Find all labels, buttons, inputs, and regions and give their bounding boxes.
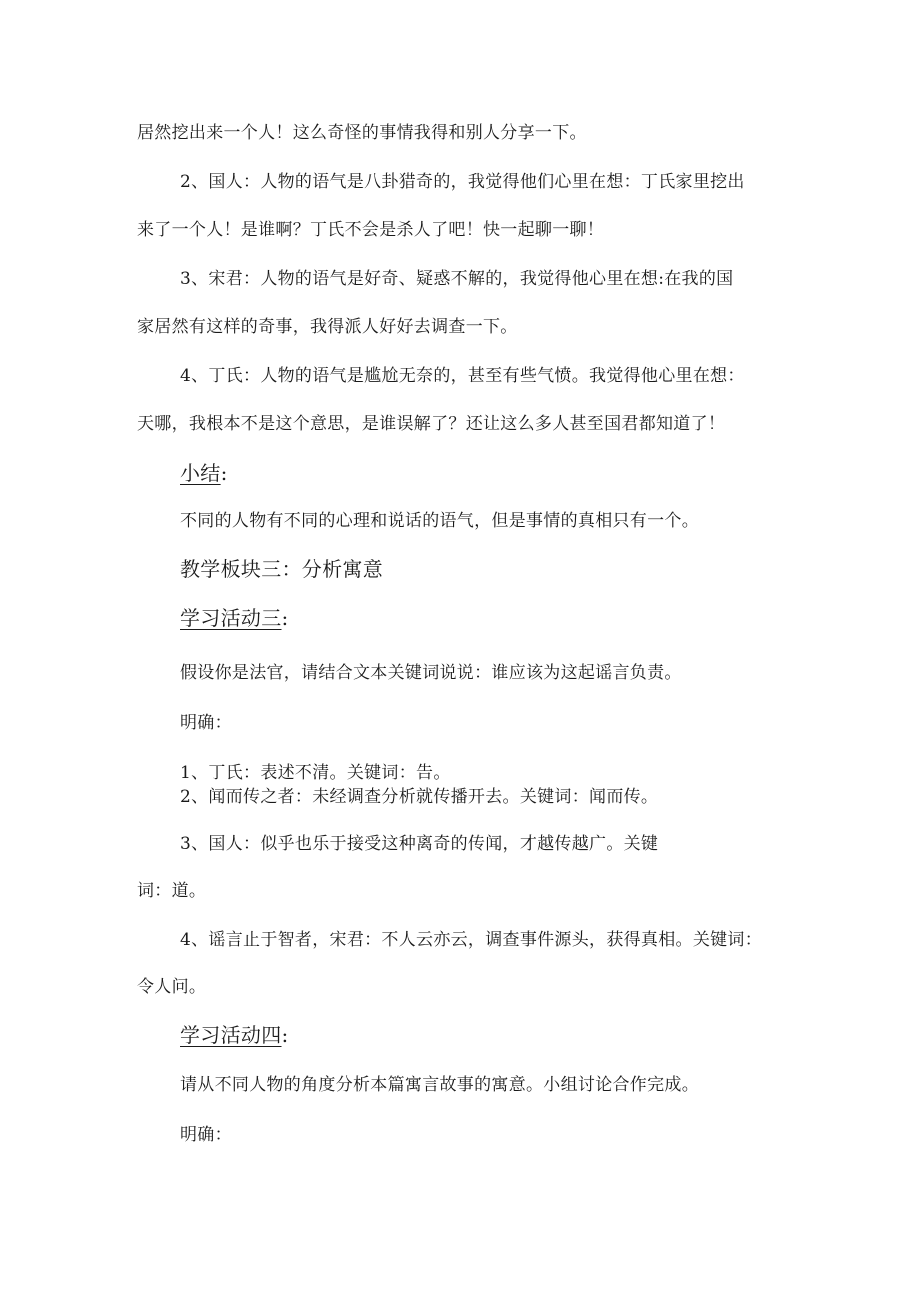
activity-heading xyxy=(180,605,289,631)
paragraph-line: 家居然有这样的奇事，我得派人好好去调查一下。 xyxy=(137,317,518,337)
summary-title: 小结 xyxy=(180,461,221,485)
summary-text: 不同的人物有不同的心理和说话的语气，但是事情的真相只有一个。 xyxy=(180,511,699,531)
summary-heading xyxy=(180,460,228,486)
activity-heading xyxy=(180,1022,289,1048)
answer-line: 1、丁氏：表述不清。关键词：告。 xyxy=(180,763,451,783)
clarify-label: 明确： xyxy=(180,1125,232,1145)
paragraph-line: 3、宋君：人物的语气是好奇、疑惑不解的，我觉得他心里在想:在我的国 xyxy=(180,269,734,289)
activity-title: 学习活动四 xyxy=(180,1023,282,1047)
paragraph-line: 来了一个人！是谁啊？丁氏不会是杀人了吧！快一起聊一聊！ xyxy=(137,220,605,240)
answer-line: 令人问。 xyxy=(137,977,207,997)
clarify-label: 明确： xyxy=(180,713,232,733)
activity-colon: : xyxy=(281,1023,289,1047)
module-heading: 教学板块三：分析寓意 xyxy=(180,557,383,581)
activity-task: 请从不同人物的角度分析本篇寓言故事的寓意。小组讨论合作完成。 xyxy=(180,1075,699,1095)
answer-line: 4、谣言止于智者，宋君：不人云亦云，调查事件源头，获得真相。关键词： xyxy=(180,930,763,950)
paragraph-line: 2、国人：人物的语气是八卦猎奇的，我觉得他们心里在想：丁氏家里挖出 xyxy=(180,172,745,192)
answer-line: 3、国人：似乎也乐于接受这种离奇的传闻，才越传越广。关键 xyxy=(180,834,659,854)
summary-colon: : xyxy=(220,461,228,485)
paragraph-line: 居然挖出来一个人！这么奇怪的事情我得和别人分享一下。 xyxy=(137,123,587,143)
answer-line: 2、闻而传之者：未经调查分析就传播开去。关键词：闻而传。 xyxy=(180,787,659,807)
answer-line: 词：道。 xyxy=(137,881,207,901)
activity-colon: : xyxy=(281,606,289,630)
activity-title: 学习活动三 xyxy=(180,606,282,630)
activity-task: 假设你是法官，请结合文本关键词说说：谁应该为这起谣言负责。 xyxy=(180,663,682,683)
paragraph-line: 4、丁氏：人物的语气是尴尬无奈的，甚至有些气愤。我觉得他心里在想： xyxy=(180,366,745,386)
paragraph-line: 天哪，我根本不是这个意思，是谁误解了？还让这么多人甚至国君都知道了！ xyxy=(137,414,726,434)
